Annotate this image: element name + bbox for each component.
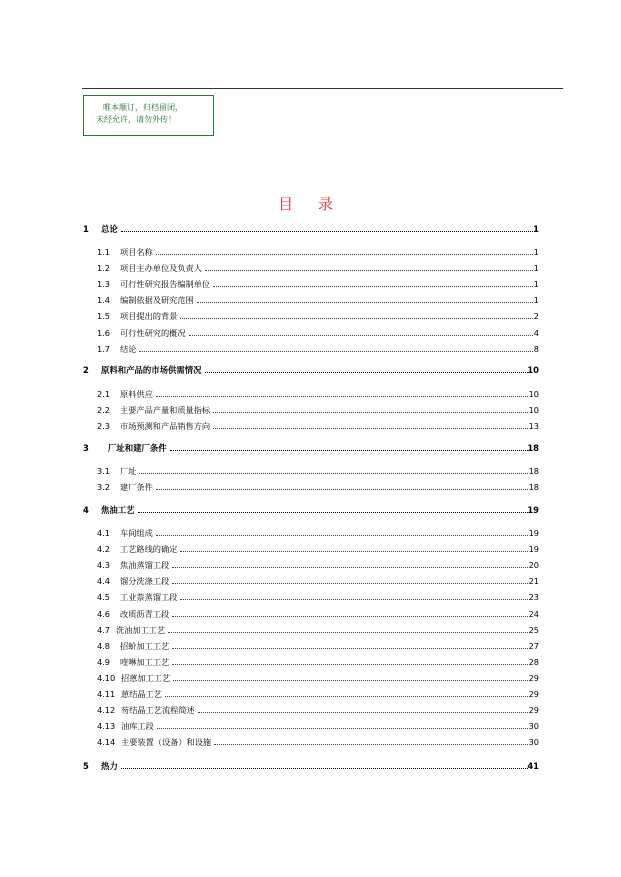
toc-entry-number: 4.6 <box>97 608 111 619</box>
toc-page-number: 10 <box>527 365 539 375</box>
toc-entry-number: 3 <box>83 443 89 453</box>
toc-entry-number: 4.14 <box>97 737 116 748</box>
toc-page-number: 2 <box>533 311 539 322</box>
toc-entry-title: 馏分洗涤工段 <box>120 576 170 587</box>
toc-chapter-row[interactable] <box>0 760 621 772</box>
toc-entry-number: 4.5 <box>97 592 111 603</box>
toc-page-number: 24 <box>528 608 539 619</box>
toc-page-number: 30 <box>528 721 539 732</box>
toc-page-number: 28 <box>528 656 539 667</box>
toc-leader-dots <box>165 688 528 697</box>
toc-entry-number: 4.11 <box>97 689 116 699</box>
toc-leader-dots <box>180 310 533 319</box>
toc-page-number: 18 <box>527 443 539 453</box>
toc-leader-dots <box>172 640 528 649</box>
toc-leader-dots <box>180 591 528 600</box>
toc-entry-title: 工艺路线的确定 <box>120 544 178 555</box>
toc-entry-number: 3.2 <box>97 482 111 493</box>
toc-page-number: 8 <box>533 343 539 354</box>
toc-entry-title: 芴结晶工艺流程简述 <box>121 705 195 716</box>
toc-chapter-row[interactable] <box>0 364 621 376</box>
toc-section-row[interactable] <box>0 343 621 355</box>
notice-line-2: 未经允许，请勿外传！ <box>96 115 176 124</box>
toc-leader-dots <box>205 364 528 373</box>
toc-entry-number: 4.4 <box>97 576 111 587</box>
toc-leader-dots <box>189 327 533 336</box>
toc-page-number: 41 <box>527 761 539 771</box>
toc-page-number: 27 <box>528 640 539 651</box>
toc-entry-title: 招蒽加工工艺 <box>121 672 171 683</box>
toc-entry-title: 厂址 <box>120 466 137 476</box>
toc-page-number: 23 <box>528 592 539 603</box>
toc-entry-title: 洗油加工工艺 <box>116 624 166 635</box>
toc-leader-dots <box>170 442 528 451</box>
toc-entry-number: 3.1 <box>97 466 111 476</box>
toc-entry-number: 1.7 <box>97 343 111 354</box>
toc-entry-number: 4.2 <box>97 544 111 555</box>
toc-leader-dots <box>156 481 528 490</box>
toc-leader-dots <box>172 559 528 568</box>
toc-section-row[interactable] <box>0 404 621 416</box>
toc-chapter-row[interactable] <box>0 223 621 235</box>
toc-leader-dots <box>172 608 528 617</box>
toc-section-row[interactable] <box>0 640 621 652</box>
toc-section-row[interactable] <box>0 624 621 636</box>
toc-section-row[interactable] <box>0 527 621 539</box>
toc-entry-number: 1.2 <box>97 263 111 274</box>
toc-page-number: 29 <box>528 705 539 716</box>
toc-leader-dots <box>198 704 528 713</box>
toc-entry-number: 4.3 <box>97 560 111 571</box>
toc-entry-title: 改质沥青工段 <box>120 608 170 619</box>
toc-page-number: 21 <box>528 576 539 587</box>
toc-entry-title: 热力 <box>101 761 118 771</box>
toc-leader-dots <box>157 720 528 729</box>
toc-entry-title: 车间组成 <box>120 528 153 538</box>
toc-leader-dots <box>121 760 528 769</box>
toc-leader-dots <box>197 294 533 303</box>
toc-entry-title: 市场预测和产品销售方向 <box>120 421 211 432</box>
toc-entry-number: 4.9 <box>97 656 111 667</box>
toc-entry-number: 2.1 <box>97 389 111 399</box>
toc-entry-number: 4.10 <box>97 672 116 683</box>
toc-section-row[interactable] <box>0 327 621 339</box>
toc-section-row[interactable] <box>0 294 621 306</box>
toc-entry-number: 4.1 <box>97 528 111 538</box>
toc-leader-dots <box>139 343 533 352</box>
toc-entry-number: 2.3 <box>97 421 111 432</box>
toc-title: 目 录 <box>278 195 343 213</box>
toc-entry-title: 原料和产品的市场供需情况 <box>101 365 202 375</box>
toc-leader-dots <box>138 504 528 513</box>
toc-entry-title: 焦油工艺 <box>101 505 135 515</box>
toc-entry-title: 油库工段 <box>121 721 154 732</box>
toc-leader-dots <box>213 404 528 413</box>
notice-line-1: 唯本顺订，归档留闭， <box>103 103 183 112</box>
toc-chapter-row[interactable] <box>0 504 621 516</box>
toc-leader-dots <box>213 278 533 287</box>
toc-entry-title: 可行性研究的概况 <box>120 327 186 338</box>
toc-entry-number: 4.13 <box>97 721 116 732</box>
toc-entry-number: 1 <box>83 224 89 234</box>
toc-page-number: 1 <box>533 295 539 306</box>
toc-chapter-row[interactable] <box>0 442 621 454</box>
toc-section-row[interactable] <box>0 388 621 400</box>
toc-entry-title: 项目主办单位及负责人 <box>120 263 202 274</box>
toc-entry-number: 1.6 <box>97 327 111 338</box>
toc-entry-title: 总论 <box>101 224 118 234</box>
toc-page-number: 29 <box>528 672 539 683</box>
toc-entry-number: 1.1 <box>97 247 111 257</box>
toc-section-row[interactable] <box>0 736 621 748</box>
toc-entry-title: 原料供应 <box>120 389 153 399</box>
toc-page-number: 25 <box>528 624 539 635</box>
toc-section-row[interactable] <box>0 246 621 258</box>
toc-section-row[interactable] <box>0 310 621 322</box>
toc-page-number: 19 <box>527 505 539 515</box>
toc-leader-dots <box>168 624 528 633</box>
toc-entry-title: 项目名称 <box>120 247 153 257</box>
toc-leader-dots <box>172 656 528 665</box>
toc-section-row[interactable] <box>0 688 621 700</box>
toc-section-row[interactable] <box>0 672 621 684</box>
toc-page-number: 29 <box>528 689 539 699</box>
toc-page-number: 1 <box>533 224 539 234</box>
toc-section-row[interactable] <box>0 591 621 603</box>
toc-leader-dots <box>156 246 533 255</box>
toc-section-row[interactable] <box>0 656 621 668</box>
toc-leader-dots <box>180 543 528 552</box>
toc-entry-number: 2.2 <box>97 405 111 416</box>
toc-entry-title: 喹啉加工工艺 <box>120 656 170 667</box>
toc-entry-number: 5 <box>83 761 89 771</box>
toc-entry-title: 建厂条件 <box>120 482 153 493</box>
toc-leader-dots <box>156 388 528 397</box>
toc-section-row[interactable] <box>0 278 621 290</box>
toc-entry-number: 4 <box>83 505 89 515</box>
toc-leader-dots <box>139 465 528 474</box>
toc-section-row[interactable] <box>0 704 621 716</box>
toc-page-number: 1 <box>533 247 539 257</box>
toc-entry-title: 可行性研究报告编制单位 <box>120 279 211 290</box>
toc-section-row[interactable] <box>0 420 621 432</box>
toc-entry-title: 招蚧加工工艺 <box>120 640 170 651</box>
toc-entry-title: 结论 <box>120 343 137 354</box>
toc-leader-dots <box>156 527 528 536</box>
toc-entry-title: 项目提出的背景 <box>120 311 178 322</box>
toc-section-row[interactable] <box>0 608 621 620</box>
toc-entry-number: 1.3 <box>97 279 111 290</box>
toc-entry-title: 焦油蒸馏工段 <box>120 560 170 571</box>
toc-page-number: 1 <box>533 263 539 274</box>
toc-page-number: 19 <box>528 528 539 538</box>
toc-page-number: 13 <box>528 421 539 432</box>
toc-page-number: 1 <box>533 279 539 290</box>
toc-leader-dots <box>172 575 528 584</box>
toc-leader-dots <box>121 223 533 232</box>
toc-page-number: 18 <box>528 466 539 476</box>
toc-entry-number: 4.7 <box>97 624 111 635</box>
toc-entry-title: 主要产品产量和质量指标 <box>120 405 211 416</box>
toc-page-number: 19 <box>528 544 539 555</box>
toc-section-row[interactable] <box>0 559 621 571</box>
toc-section-row[interactable] <box>0 575 621 587</box>
toc-page-number: 4 <box>533 327 539 338</box>
toc-section-row[interactable] <box>0 720 621 732</box>
toc-entry-title: 工业萘蒸馏工段 <box>120 592 178 603</box>
toc-entry-number: 2 <box>83 365 89 375</box>
toc-entry-title: 编制依据及研究范围 <box>120 295 194 306</box>
toc-page-number: 18 <box>528 482 539 493</box>
toc-page-number: 30 <box>528 737 539 748</box>
toc-leader-dots <box>214 736 528 745</box>
toc-entry-number: 4.8 <box>97 640 111 651</box>
toc-section-row[interactable] <box>0 543 621 555</box>
toc-entry-title: 葸结晶工艺 <box>121 689 162 699</box>
toc-entry-number: 1.5 <box>97 311 111 322</box>
toc-page-number: 10 <box>528 389 539 399</box>
toc-leader-dots <box>213 420 528 429</box>
toc-entry-title: 厂址和建厂条件 <box>108 443 167 453</box>
toc-section-row[interactable] <box>0 465 621 477</box>
toc-section-row[interactable] <box>0 481 621 493</box>
toc-entry-number: 1.4 <box>97 295 111 306</box>
toc-page-number: 20 <box>528 560 539 571</box>
toc-page-number: 10 <box>528 405 539 416</box>
toc-section-row[interactable] <box>0 262 621 274</box>
toc-leader-dots <box>173 672 528 681</box>
toc-entry-number: 4.12 <box>97 705 116 716</box>
toc-entry-title: 主要装置（设备）和设施 <box>121 737 212 748</box>
toc-leader-dots <box>205 262 533 271</box>
